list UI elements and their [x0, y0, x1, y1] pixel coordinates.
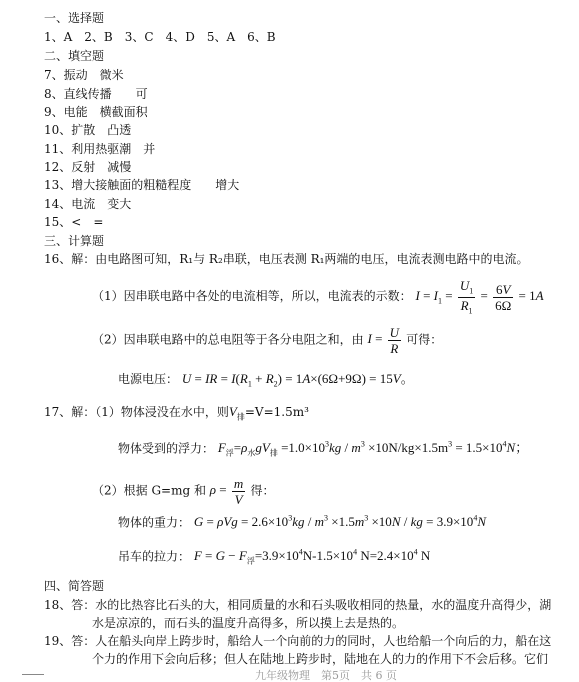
fill-answer-12: 12、反射 减慢	[44, 160, 132, 174]
footer-rule	[22, 674, 44, 675]
q16-current-formula: $I = I_1$ = $\frac{U_1}{R_1}$ = $\frac{6V}{6\Omega}$ = 1A	[415, 278, 544, 316]
q17-buoyancy-label: 物体受到的浮力：	[118, 441, 215, 456]
fill-answer-9: 9、电能 横截面积	[44, 105, 148, 119]
q17-weight-label: 物体的重力：	[118, 515, 191, 530]
q17-pull-label: 吊车的拉力：	[118, 549, 191, 564]
q17-pull-formula: $F = G - F_浮=3.9\times 10^4N-1.5\times 10^4$ $N=2.4\times 10^4$ N	[193, 548, 431, 566]
q16-intro: 16、解：由电路图可知，R₁与 R₂串联，电压表测 R₁两端的电压，电流表测电路中的电流。	[44, 252, 529, 266]
q16-part2-tail: 可得：	[406, 332, 443, 347]
section-1-title: 一、选择题	[44, 11, 105, 25]
q16-part1	[92, 279, 544, 315]
fill-answer-13: 13、增大接触面的粗糙程度 增大	[44, 178, 240, 192]
q18-line-2: 水是凉凉的，而石头的温度升高得多，所以摸上去是热的。	[92, 616, 405, 630]
q17-density-formula: ρ = $\frac{m}{V}$	[209, 476, 244, 507]
q16-voltage-formula: U = IR = $I(R_1 + R_2) = 1A\times(6\Omega+9\Omega) = 15V$。	[181, 371, 414, 389]
q17-buoyancy	[118, 441, 528, 458]
fill-answer-15: 15、< =	[44, 215, 104, 229]
section-2-title: 二、填空题	[44, 49, 105, 63]
section-3-title: 三、计算题	[44, 234, 105, 248]
fill-answer-14: 14、电流 变大	[44, 197, 132, 211]
q16-ohm-formula: I = $\frac{U}{R}$	[367, 325, 400, 356]
q16-part2-text: （2）因串联电路中的总电阻等于各分电阻之和，由	[92, 332, 364, 347]
q17-part2	[92, 477, 275, 506]
q19-line-1: 19、答：人在船头向岸上跨步时，船给人一个向前的力的同时，人也给船一个向后的力，船在这	[44, 634, 552, 648]
q18-line-1: 18、答：水的比热容比石头的大，相同质量的水和石头吸收相同的热量，水的温度升高得少，湖	[44, 598, 552, 612]
q17-intro: 17、解：（1）物体浸没在水中，则$V_排=V=1.5m^3$	[44, 404, 309, 422]
q17-weight-formula: $G = \rho Vg = 2.6\times 10^3kg / m^3 \times 1.5m^3 \times 10N$ / kg = $3.9\times 10^4N$	[193, 514, 486, 530]
fill-answer-11: 11、利用热驱潮 并	[44, 142, 156, 156]
q16-part2	[92, 326, 442, 355]
q17-part2-tail: 得：	[250, 483, 275, 498]
section-4-title: 四、简答题	[44, 579, 105, 593]
q17-buoyancy-formula: $F_浮=\rho_水gV_排 =1.0\times 10^3kg / m^3 \times 10N/kg\times 1.5m^3 = 1.5\times 10^4N$；	[217, 440, 529, 458]
fill-answer-10: 10、扩散 凸透	[44, 123, 132, 137]
page-footer	[0, 670, 579, 681]
fill-answer-7: 7、振动 微米	[44, 68, 124, 82]
q17-intro-tail: =V=1.5m³	[244, 405, 309, 419]
q17-part2-text: （2）根据 G=mg 和	[92, 483, 206, 498]
q16-part3	[118, 372, 414, 389]
q17-weight	[118, 515, 486, 528]
fill-answer-8: 8、直线传播 可	[44, 87, 148, 101]
q17-pull	[118, 549, 430, 566]
footer-page-number: 九年级物理 第5页 共 6 页	[255, 669, 397, 682]
q16-voltage-label: 电源电压：	[118, 372, 179, 386]
section-1-answers: 1、A 2、B 3、C 4、D 5、A 6、B	[44, 30, 276, 44]
q19-line-2: 个力的作用下会向后移；但人在陆地上跨步时，陆地在人的力的作用下不会后移。它们	[92, 652, 549, 666]
q17-intro-text: 17、解：（1）物体浸没在水中，则	[44, 405, 229, 419]
q16-part1-text: （1）因串联电路中各处的电流相等，所以，电流表的示数：	[92, 289, 412, 304]
